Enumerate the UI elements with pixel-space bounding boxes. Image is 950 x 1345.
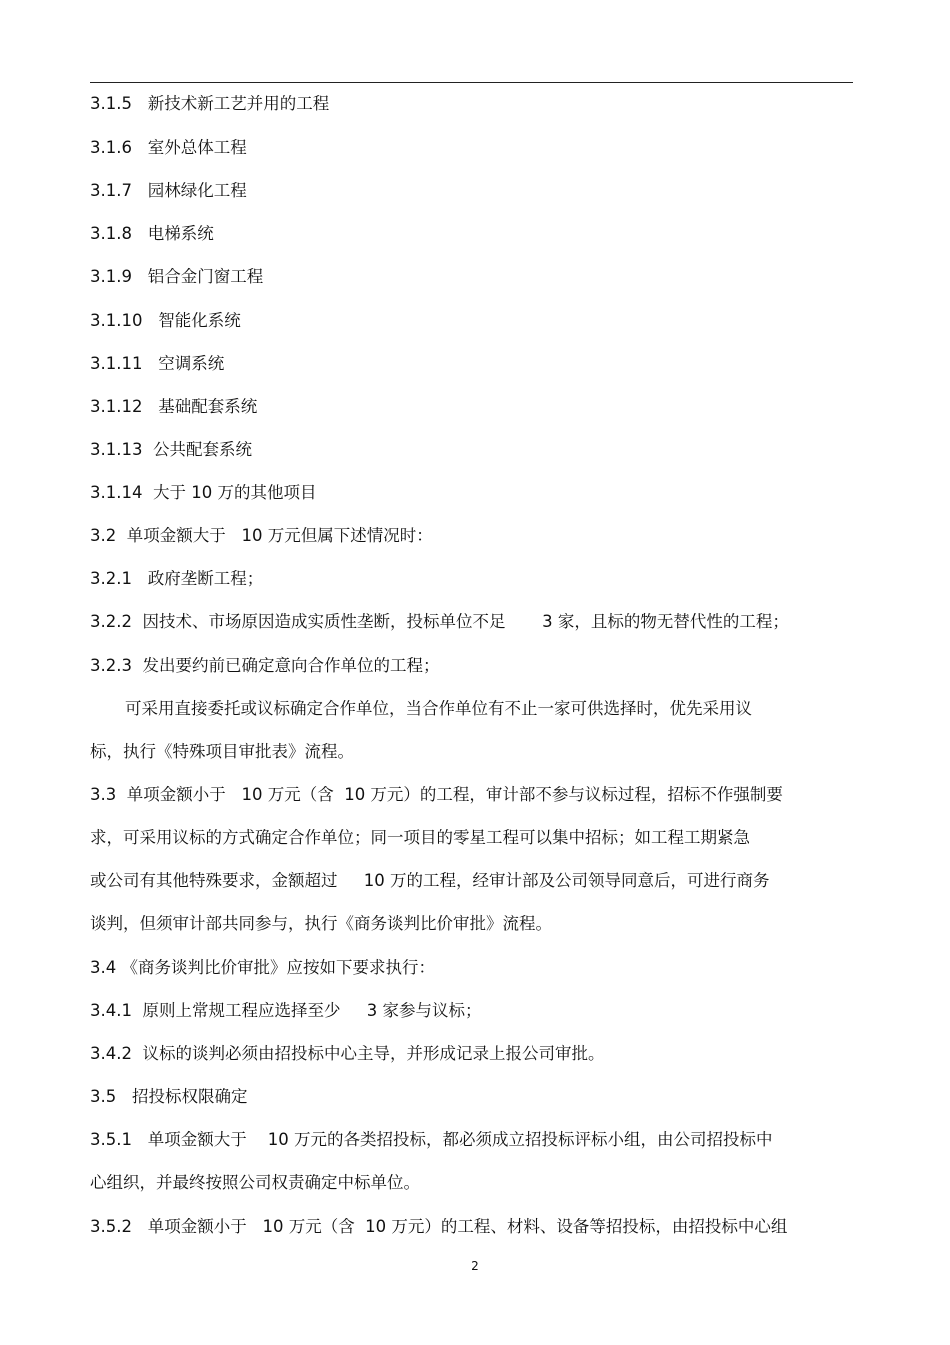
paragraph-line: 3.4.1 原则上常规工程应选择至少 3 家参与议标； xyxy=(90,1001,482,1020)
paragraph-line: 3.1.12 基础配套系统 xyxy=(90,397,258,416)
paragraph-line: 3.4.2 议标的谈判必须由招投标中心主导，并形成记录上报公司审批。 xyxy=(90,1044,605,1063)
paragraph-line: 可采用直接委托或议标确定合作单位，当合作单位有不止一家可供选择时，优先采用议 xyxy=(125,699,752,718)
paragraph-line: 谈判，但须审计部共同参与，执行《商务谈判比价审批》流程。 xyxy=(90,914,552,933)
paragraph-line: 3.5.1 单项金额大于 10 万元的各类招投标，都必须成立招投标评标小组，由公司招投标中 xyxy=(90,1130,773,1149)
paragraph-line: 3.1.5 新技术新工艺并用的工程 xyxy=(90,94,330,113)
paragraph-line: 3.2.2 因技术、市场原因造成实质性垄断，投标单位不足 3 家，且标的物无替代性的工程； xyxy=(90,612,789,631)
paragraph-line: 或公司有其他特殊要求，金额超过 10 万的工程，经审计部及公司领导同意后，可进行商务 xyxy=(90,871,770,890)
paragraph-line: 心组织，并最终按照公司权责确定中标单位。 xyxy=(90,1173,420,1192)
paragraph-line: 3.3 单项金额小于 10 万元（含 10 万元）的工程，审计部不参与议标过程，招标不作强制要 xyxy=(90,785,783,804)
paragraph-line: 3.5.2 单项金额小于 10 万元（含 10 万元）的工程、材料、设备等招投标，由招投标中心组 xyxy=(90,1217,788,1236)
paragraph-line: 3.1.9 铝合金门窗工程 xyxy=(90,267,264,286)
paragraph-line: 3.2.1 政府垄断工程； xyxy=(90,569,264,588)
paragraph-line: 3.1.13 公共配套系统 xyxy=(90,440,252,459)
paragraph-line: 求，可采用议标的方式确定合作单位；同一项目的零星工程可以集中招标；如工程工期紧急 xyxy=(90,828,750,847)
paragraph-line: 3.1.6 室外总体工程 xyxy=(90,138,247,157)
paragraph-line: 3.2 单项金额大于 10 万元但属下述情况时： xyxy=(90,526,433,545)
paragraph-line: 3.1.7 园林绿化工程 xyxy=(90,181,247,200)
paragraph-line: 3.2.3 发出要约前已确定意向合作单位的工程； xyxy=(90,656,440,675)
page-number: 2 xyxy=(471,1259,479,1273)
paragraph-line: 3.4 《商务谈判比价审批》应按如下要求执行： xyxy=(90,958,435,977)
paragraph-line: 3.5 招投标权限确定 xyxy=(90,1087,248,1106)
paragraph-line: 3.1.11 空调系统 xyxy=(90,354,225,373)
paragraph-line: 3.1.10 智能化系统 xyxy=(90,311,241,330)
paragraph-line: 标，执行《特殊项目审批表》流程。 xyxy=(90,742,354,761)
paragraph-line: 3.1.14 大于 10 万的其他项目 xyxy=(90,483,317,502)
paragraph-line: 3.1.8 电梯系统 xyxy=(90,224,214,243)
header-rule xyxy=(90,82,853,83)
